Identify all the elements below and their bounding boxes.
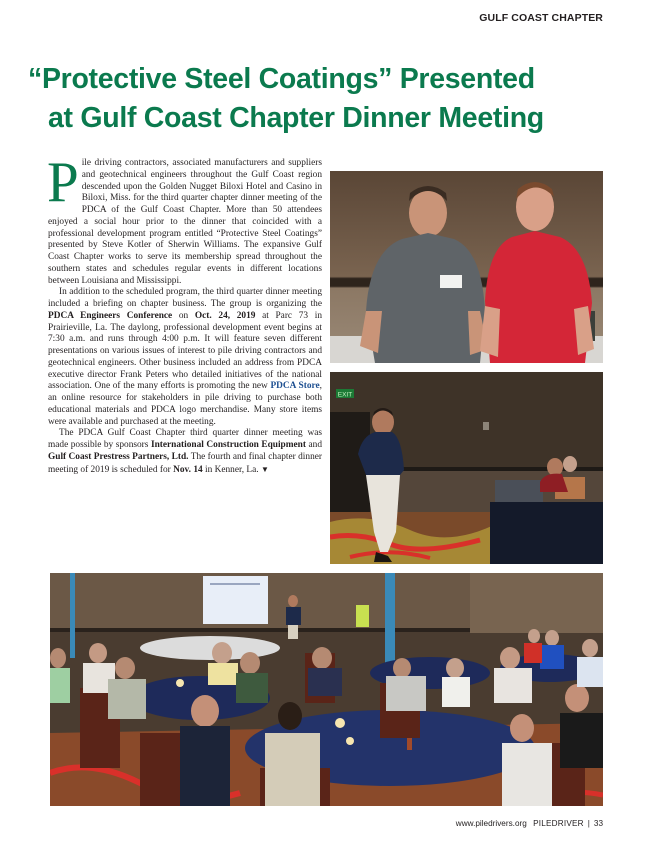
- photo-presenter: [330, 372, 603, 564]
- sponsor-1: International Construction Equipment: [150, 440, 306, 450]
- photo-dinner-audience-image: [50, 573, 603, 806]
- photo-dinner-audience: [50, 573, 603, 806]
- title-line-2: at Gulf Coast Chapter Dinner Meeting: [48, 102, 544, 134]
- paragraph-2: [48, 287, 322, 428]
- p2-text-e: at Parc 73 in Prairieville, La. The daylong, professional development event begins at 7:30 a.m. and runs through 4:00 p.m. It will feature seven different presentations on various issues of interest to pile driving contractors and geotechnical engineers. Other business included an address from PDCA executive director Frank Peters who detailed initiatives of the national association. One of the many efforts is promoting the new: [48, 310, 322, 392]
- photo-two-men: [330, 171, 603, 363]
- p3-text-e: The fourth and final chapter dinner meeting of 2019 is scheduled for: [48, 451, 323, 475]
- end-mark-icon: ▼: [260, 464, 269, 474]
- footer-separator: |: [587, 819, 590, 828]
- p3-text-g: in Kenner, La.: [202, 464, 261, 475]
- p2-text-c: on: [172, 310, 195, 321]
- p2-text-f: , an online resource for stakeholders in pile driving to purchase both educational materials and PDCA logo merchandise. Many store items were available and purchased at the meeting.: [48, 381, 322, 427]
- photo-two-men-image: [330, 171, 603, 363]
- website-link[interactable]: www.piledrivers.org: [455, 819, 527, 828]
- pdca-store-link[interactable]: PDCA Store: [270, 381, 320, 392]
- paragraph-1-text: ile driving contractors, associated manufacturers and suppliers and geotechnical engineers throughout the Gulf Coast region descended upon the Golden Nugget Biloxi Hotel and Casino in Biloxi, Miss. for the third quarter chapter dinner meeting of the PDCA of the Gulf Coast Chapter. More than 50 attendees enjoyed a social hour prior to the dinner that coincided with a professional development program entitled “Protective Steel Coatings” presented by Steve Kotler of Sherwin Williams. The expansive Gulf Coast Chapter works to serve its membership spread throughout the southern states and schedules regular events in different locations between Louisiana and Mississippi.: [48, 158, 322, 286]
- photo-presenter-image: [330, 372, 603, 564]
- page-footer: [456, 819, 603, 828]
- paragraph-3: [48, 428, 322, 476]
- magazine-name: PILEDRIVER: [533, 819, 584, 828]
- paragraph-1: [47, 151, 322, 287]
- conference-date: Oct. 24, 2019: [194, 310, 256, 321]
- exit-sign: EXIT: [337, 391, 353, 399]
- conference-name: PDCA Engineers Conference: [48, 310, 173, 321]
- article-body: [47, 151, 323, 476]
- article-title: [28, 60, 628, 138]
- section-header: GULF COAST CHAPTER: [479, 12, 603, 24]
- page-number: 33: [593, 819, 603, 828]
- next-meeting-date: Nov. 14: [173, 464, 203, 475]
- title-line-1: “Protective Steel Coatings” Presented: [28, 63, 535, 95]
- p2-text-a: In addition to the scheduled program, the third quarter dinner meeting included a briefing on chapter business. The group is organizing the: [48, 287, 322, 309]
- drop-cap: P: [47, 151, 79, 214]
- sponsor-2: Gulf Coast Prestress Partners, Ltd.: [48, 451, 189, 462]
- p3-text-c: and: [306, 440, 322, 450]
- p3-text-a: The PDCA Gulf Coast Chapter third quarter dinner meeting was made possible by sponsors: [48, 428, 322, 450]
